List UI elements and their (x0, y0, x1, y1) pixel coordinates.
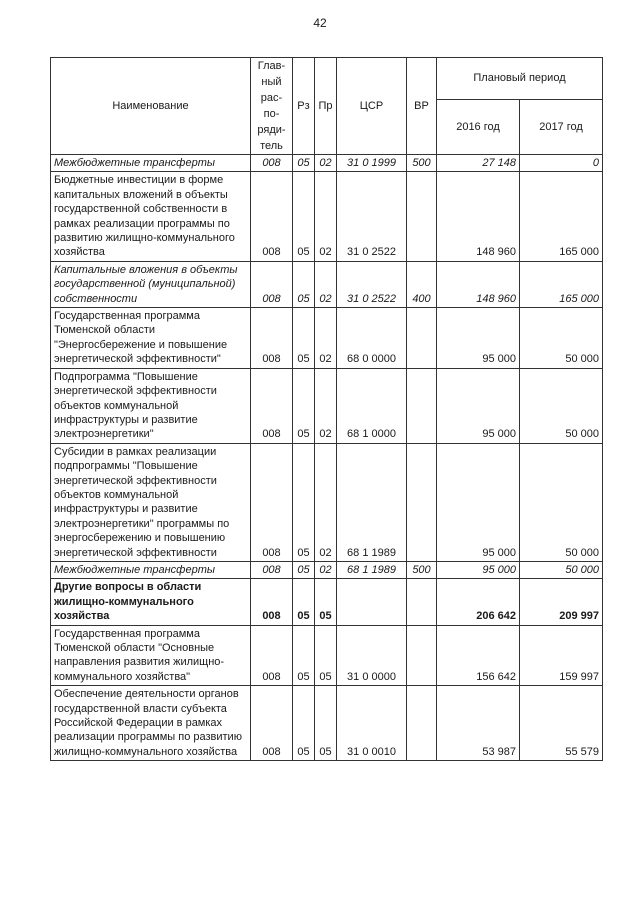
cell-manager: 008 (251, 443, 293, 561)
cell-csr: 68 1 0000 (337, 368, 407, 443)
table-row (51, 443, 603, 561)
table-row (51, 561, 603, 578)
table-row (51, 686, 603, 761)
cell-csr: 68 1 1989 (337, 443, 407, 561)
cell-2016: 148 960 (437, 261, 520, 307)
cell-2017: 55 579 (520, 686, 603, 761)
cell-rz: 05 (293, 368, 315, 443)
cell-manager: 008 (251, 625, 293, 686)
cell-2017: 50 000 (520, 308, 603, 369)
cell-name: Капитальные вложения в объекты государственной (муниципальной) собственности (51, 261, 251, 307)
cell-pr: 02 (315, 443, 337, 561)
cell-csr: 68 0 0000 (337, 308, 407, 369)
cell-rz: 05 (293, 579, 315, 625)
table-row (51, 308, 603, 369)
header-year-2017: 2017 год (520, 100, 603, 155)
cell-2016: 95 000 (437, 368, 520, 443)
cell-csr: 31 0 0000 (337, 625, 407, 686)
cell-2016: 95 000 (437, 308, 520, 369)
cell-name: Государственная программа Тюменской области "Основные направления развития жилищно-коммунального хозяйства" (51, 625, 251, 686)
cell-rz: 05 (293, 443, 315, 561)
header-pr: Пр (315, 58, 337, 155)
cell-2017: 165 000 (520, 261, 603, 307)
cell-manager: 008 (251, 172, 293, 261)
cell-pr: 02 (315, 155, 337, 172)
cell-csr: 31 0 2522 (337, 172, 407, 261)
cell-pr: 02 (315, 261, 337, 307)
cell-name: Подпрограмма "Повышение энергетической эффективности объектов коммунальной инфраструктуры и развитие электроэнергетики" (51, 368, 251, 443)
cell-pr: 05 (315, 686, 337, 761)
cell-name: Межбюджетные трансферты (51, 155, 251, 172)
cell-vr: 500 (407, 561, 437, 578)
table-row (51, 155, 603, 172)
cell-manager: 008 (251, 368, 293, 443)
cell-pr: 05 (315, 625, 337, 686)
cell-csr: 31 0 2522 (337, 261, 407, 307)
cell-2017: 50 000 (520, 443, 603, 561)
cell-rz: 05 (293, 308, 315, 369)
table-row (51, 172, 603, 261)
cell-name: Государственная программа Тюменской области "Энергосбережение и повышение энергетической эффективности" (51, 308, 251, 369)
cell-rz: 05 (293, 155, 315, 172)
header-rz: Рз (293, 58, 315, 155)
cell-2017: 165 000 (520, 172, 603, 261)
cell-manager: 008 (251, 155, 293, 172)
cell-vr (407, 579, 437, 625)
cell-2016: 156 642 (437, 625, 520, 686)
table-row (51, 368, 603, 443)
cell-vr: 500 (407, 155, 437, 172)
cell-2017: 0 (520, 155, 603, 172)
cell-csr: 31 0 0010 (337, 686, 407, 761)
header-name: Наименование (51, 58, 251, 155)
cell-pr: 02 (315, 172, 337, 261)
cell-name: Другие вопросы в области жилищно-коммунального хозяйства (51, 579, 251, 625)
cell-csr: 31 0 1999 (337, 155, 407, 172)
cell-pr: 05 (315, 579, 337, 625)
cell-csr: 68 1 1989 (337, 561, 407, 578)
cell-csr (337, 579, 407, 625)
cell-manager: 008 (251, 579, 293, 625)
cell-2016: 53 987 (437, 686, 520, 761)
cell-pr: 02 (315, 308, 337, 369)
cell-rz: 05 (293, 261, 315, 307)
cell-name: Бюджетные инвестиции в форме капитальных вложений в объекты государственной собственности в рамках реализации программы по развитию жилищно-коммунального хозяйства (51, 172, 251, 261)
cell-pr: 02 (315, 561, 337, 578)
cell-manager: 008 (251, 308, 293, 369)
header-row (51, 58, 603, 100)
cell-2017: 159 997 (520, 625, 603, 686)
header-vr: ВР (407, 58, 437, 155)
page-number: 42 (313, 16, 327, 30)
cell-rz: 05 (293, 625, 315, 686)
header-year-2016: 2016 год (437, 100, 520, 155)
cell-vr (407, 368, 437, 443)
cell-manager: 008 (251, 686, 293, 761)
table-row (51, 579, 603, 625)
cell-vr (407, 172, 437, 261)
cell-2017: 209 997 (520, 579, 603, 625)
header-csr: ЦСР (337, 58, 407, 155)
cell-2016: 95 000 (437, 443, 520, 561)
cell-2016: 95 000 (437, 561, 520, 578)
header-manager: Глав- ный рас- по- ряди- тель (251, 58, 293, 155)
cell-manager: 008 (251, 561, 293, 578)
cell-vr (407, 443, 437, 561)
cell-2017: 50 000 (520, 561, 603, 578)
cell-name: Межбюджетные трансферты (51, 561, 251, 578)
table-row (51, 625, 603, 686)
cell-2016: 206 642 (437, 579, 520, 625)
table-body (51, 155, 603, 761)
cell-rz: 05 (293, 561, 315, 578)
cell-vr (407, 308, 437, 369)
budget-table (50, 57, 603, 761)
cell-2017: 50 000 (520, 368, 603, 443)
cell-name: Субсидии в рамках реализации подпрограммы "Повышение энергетической эффективности объектов коммунальной инфраструктуры и развитие электроэнергетики" программы по энергосбережению и повышению энергетической эффективности (51, 443, 251, 561)
cell-vr: 400 (407, 261, 437, 307)
cell-pr: 02 (315, 368, 337, 443)
cell-name: Обеспечение деятельности органов государственной власти субъекта Российской Федерации в рамках реализации программы по развитию жилищно-коммунального хозяйства (51, 686, 251, 761)
cell-manager: 008 (251, 261, 293, 307)
cell-vr (407, 686, 437, 761)
cell-vr (407, 625, 437, 686)
cell-2016: 27 148 (437, 155, 520, 172)
cell-rz: 05 (293, 172, 315, 261)
cell-2016: 148 960 (437, 172, 520, 261)
cell-rz: 05 (293, 686, 315, 761)
header-plan-period: Плановый период (437, 58, 603, 100)
table-row (51, 261, 603, 307)
